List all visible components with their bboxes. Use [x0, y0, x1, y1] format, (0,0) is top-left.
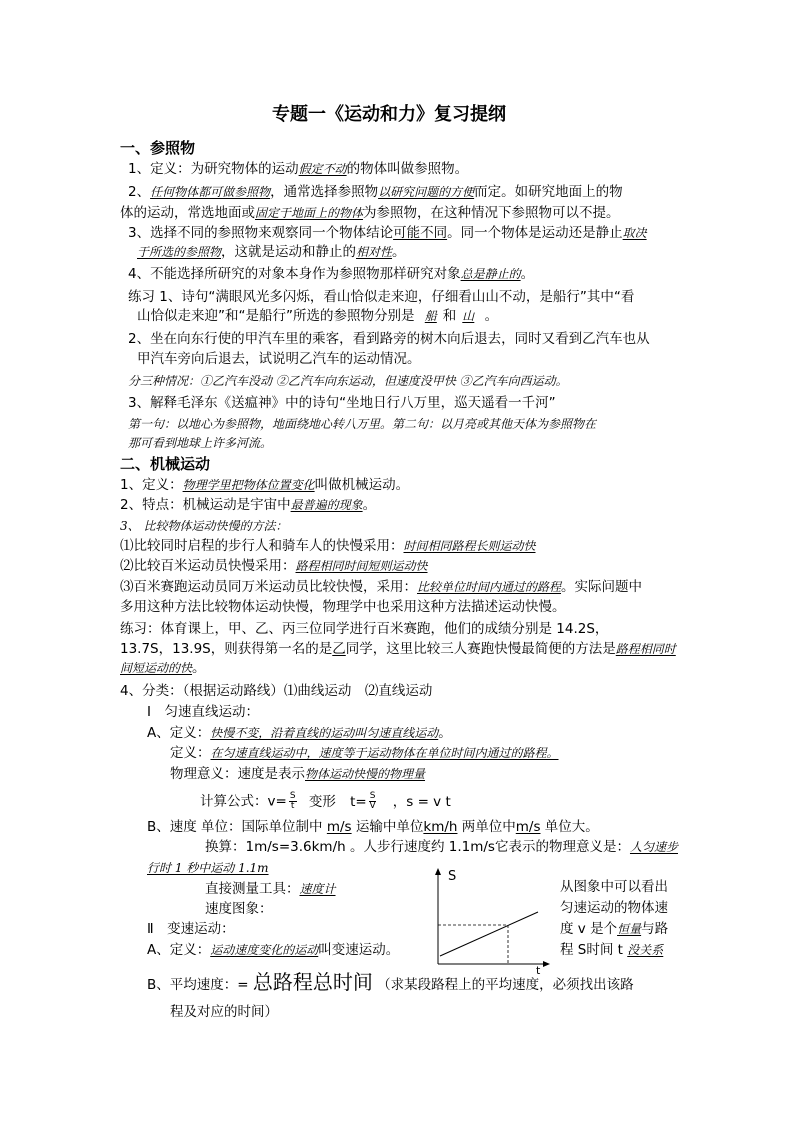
- graph-x-label: t: [536, 964, 541, 977]
- handwritten-answer: 最普遍的现象: [290, 498, 363, 512]
- text: 。: [438, 725, 452, 741]
- answer-2: 分三种情况：①乙汽车没动 ②乙汽车向东运动，但速度没甲快 ③乙汽车向西运动。: [128, 374, 568, 388]
- speed-units: [147, 818, 599, 836]
- text: 叫做机械运动。: [314, 477, 410, 493]
- handwritten-answer: 固定于地面上的物体: [255, 206, 364, 220]
- mech-definition: [120, 476, 409, 494]
- text: 单位大。: [544, 819, 599, 835]
- handwritten-answer: 恒量: [617, 922, 642, 936]
- handwritten-answer: 运动速度变化的运动: [210, 943, 319, 957]
- fraction-denominator: t: [290, 801, 295, 811]
- exercise-1: 练习 1、诗句“满眼风光多闪烁，看山恰似走来迎，仔细看山山不动，是船行”其中“看: [128, 289, 635, 305]
- underlined-answer: m/s: [515, 819, 541, 835]
- text: 13.7S，13.9S，则获得第一名的是: [120, 641, 333, 657]
- text: 和: [442, 308, 457, 324]
- handwritten-answer: 间短运动的快: [120, 661, 193, 675]
- text: 物理意义：速度是表示: [170, 766, 305, 782]
- section-heading-reference: 一、参照物: [120, 139, 196, 157]
- text: B、平均速度：=: [147, 977, 249, 993]
- handwritten-answer: 以研究问题的方便: [378, 185, 475, 199]
- handwritten-answer: 山: [462, 309, 475, 323]
- text: 换算：1m/s=3.6km/h 。人步行速度约 1.1m/s它表示的物理意义是：: [205, 839, 630, 855]
- average-formula: 总路程总时间: [252, 970, 373, 994]
- text: 而定。如研究地面上的物: [474, 184, 623, 200]
- fraction-numerator: S: [369, 791, 376, 801]
- text: 。: [392, 244, 406, 260]
- text: 的物体叫做参照物。: [346, 161, 469, 177]
- text: 运输中单位: [355, 819, 424, 835]
- handwritten-answer: 人匀速步: [629, 840, 678, 854]
- exercise-2: 2、坐在向东行使的甲汽车里的乘客，看到路旁的树木向后退去，同时又看到乙汽车也从: [128, 331, 650, 347]
- handwritten-answer: 相对性: [356, 245, 393, 259]
- text: ，这就是运动和静止的: [221, 244, 357, 260]
- handwritten-answer: 任何物体都可做参照物: [150, 185, 271, 199]
- method-3: [120, 578, 642, 596]
- handwritten-answer: 物理学里把物体位置变化: [182, 478, 315, 492]
- handwritten-answer: 路程相同时: [615, 642, 676, 656]
- paragraph-2-cont: [120, 204, 620, 222]
- handwritten-answer: 比较单位时间内通过的路程: [417, 580, 562, 594]
- handwritten-answer: 快慢不变，沿着直线的运动叫匀速直线运动: [210, 726, 439, 740]
- conversion: [205, 838, 678, 856]
- exercise-2-cont: 甲汽车旁向后退去，试说明乙汽车的运动情况。: [137, 351, 421, 367]
- text: 3、选择不同的参照物来观察同一个物体结论: [128, 225, 394, 241]
- underlined-answer: 可能不同: [393, 225, 448, 241]
- text: ⑵比较百米运动员快慢采用：: [120, 558, 296, 574]
- paragraph-4: [128, 265, 534, 283]
- text: t=: [350, 793, 367, 810]
- text: 1、定义：为研究物体的运动: [128, 161, 299, 177]
- handwritten-answer: 取决: [622, 226, 647, 240]
- average-speed: [147, 970, 634, 994]
- text: 叫变速运动。: [318, 942, 400, 958]
- x-axis-arrow: [543, 961, 550, 967]
- handwritten-answer: 在匀速直线运动中，速度等于运动物体在单位时间内通过的路程。: [210, 746, 559, 760]
- answer-3-cont: 那可看到地球上许多河流。: [128, 436, 273, 450]
- variable-heading: Ⅱ 变速运动：: [147, 921, 235, 937]
- handwritten-answer: 物体运动快慢的物理量: [305, 767, 426, 781]
- formula-fraction: [289, 792, 297, 811]
- paragraph-1: [128, 160, 468, 178]
- text: 同学，这里比较三人赛跑快慢最简便的方法是: [345, 641, 616, 657]
- uniform-heading: Ⅰ 匀速直线运动：: [147, 704, 259, 720]
- text: ⑶百米赛跑运动员同万米运动员比较快慢，采用：: [120, 579, 417, 595]
- y-axis-arrow: [435, 868, 441, 875]
- graph-y-label: S: [448, 869, 457, 884]
- measure-tool: [205, 880, 336, 898]
- classification: 4、分类：（根据运动路线）⑴曲线运动 ⑵直线运动: [120, 683, 433, 699]
- section-heading-mechanical: 二、机械运动: [120, 455, 211, 473]
- text: 。实际问题中: [561, 579, 643, 595]
- text: （求某段路程上的平均速度，必须找出该路: [377, 977, 634, 993]
- text: 。: [484, 308, 499, 324]
- underlined-answer: km/h: [423, 819, 458, 835]
- text: ，通常选择参照物: [270, 184, 379, 200]
- fraction-numerator: S: [289, 791, 296, 801]
- text: 体的运动，常选地面或: [120, 205, 255, 221]
- text: 程 S时间 t: [560, 942, 628, 958]
- text: 变形: [308, 793, 336, 810]
- s-t-graph: [428, 866, 554, 978]
- paragraph-3-cont: [137, 243, 406, 261]
- text: A、定义：: [147, 725, 211, 741]
- underlined-answer: m/s: [326, 819, 352, 835]
- handwritten-answer: 船: [424, 309, 437, 323]
- handwritten-answer: 于所选的参照物: [137, 245, 222, 259]
- graph-note-1: 从图象中可以看出: [560, 879, 668, 895]
- underlined-answer: 乙: [332, 641, 346, 657]
- text: ⑴比较同时启程的步行人和骑车人的快慢采用：: [120, 538, 404, 554]
- variable-def: [147, 941, 399, 959]
- text: 为参照物，在这种情况下参照物可以不提。: [363, 205, 620, 221]
- handwritten-answer: 没关系: [627, 943, 664, 957]
- exercise-1-cont: [137, 307, 498, 325]
- graph-note-2: 匀速运动的物体速: [560, 900, 668, 916]
- mech-feature: [120, 496, 376, 514]
- formula-label: 计算公式：v=: [200, 793, 287, 810]
- physical-meaning: [170, 765, 425, 783]
- speed-definition: [170, 744, 559, 762]
- text: 2、特点：机械运动是宇宙中: [120, 497, 291, 513]
- text: 。: [520, 266, 535, 282]
- handwritten-answer: 总是静止的: [460, 267, 521, 281]
- formula: [200, 792, 451, 811]
- text: 。: [192, 660, 206, 676]
- exercise-3: 3、解释毛泽东《送瘟神》中的诗句“坐地日行八万里，巡天遥看一千河”: [128, 395, 556, 411]
- practice-cont: [120, 640, 676, 658]
- compare-methods-heading: 3、 比较物体运动快慢的方法：: [120, 519, 288, 533]
- method-3-cont: 多用这种方法比较物体运动快慢，物理学中也采用这种方法描述运动快慢。: [120, 599, 566, 615]
- text: 。同一个物体是运动还是静止: [447, 225, 623, 241]
- answer-3: 第一句：以地心为参照物，地面绕地心转八万里。第二句：以月亮或其他天体为参照物在: [128, 417, 597, 431]
- graph-note-3: [560, 920, 668, 938]
- fraction-denominator: V: [369, 801, 376, 811]
- text: 两单位中: [461, 819, 516, 835]
- paragraph-2: [128, 183, 623, 201]
- method-1: [120, 537, 536, 555]
- text: B、速度 单位：国际单位制中: [147, 819, 323, 835]
- method-2: [120, 557, 428, 575]
- text: 定义：: [170, 745, 211, 761]
- handwritten-answer: 时间相同路程长则运动快: [403, 539, 536, 553]
- text: 直接测量工具：: [205, 881, 300, 897]
- text: 。: [362, 497, 377, 513]
- formula-fraction-2: [369, 792, 377, 811]
- text: 度 v 是个: [560, 921, 618, 937]
- average-speed-cont: 程及对应的时间）: [170, 1004, 278, 1020]
- handwritten-answer: 路程相同时间短则运动快: [295, 559, 428, 573]
- speed-graph-label: 速度图象：: [205, 901, 273, 917]
- text: 与路: [641, 921, 669, 937]
- practice: 练习：体育课上，甲、乙、丙三位同学进行百米赛跑，他们的成绩分别是 14.2S，: [120, 621, 609, 637]
- handwritten-answer: 速度计: [299, 882, 336, 896]
- handwritten-answer: 假定不动: [298, 162, 347, 176]
- text: 山恰似走来迎”和“是船行”所选的参照物分别是: [137, 308, 415, 324]
- paragraph-3: [128, 224, 647, 242]
- text: A、定义：: [147, 942, 211, 958]
- practice-cont-2: [120, 659, 206, 677]
- text: 1、定义：: [120, 477, 183, 493]
- uniform-def-a: [147, 724, 452, 742]
- text: 2、: [128, 184, 151, 200]
- text: 4、不能选择所研究的对象本身作为参照物那样研究对象: [128, 266, 461, 282]
- s-t-line: [440, 912, 538, 956]
- conversion-cont: 行时 1 秒中运动 1.1m: [147, 861, 269, 875]
- graph-note-4: [560, 941, 663, 959]
- text: ，s = v t: [392, 793, 451, 810]
- page-title: 专题一《运动和力》复习提纲: [272, 104, 506, 125]
